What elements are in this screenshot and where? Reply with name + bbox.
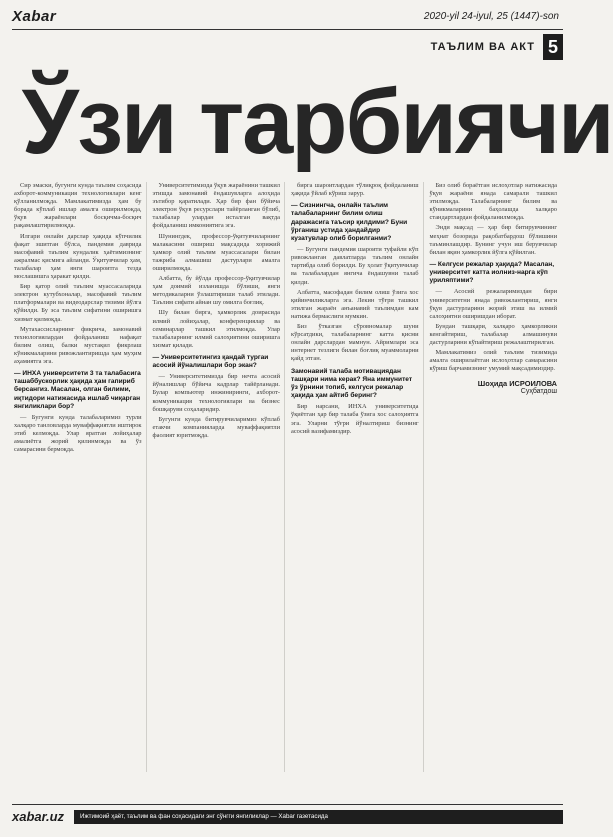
interview-question: — Университетингиз қандай тургаи асосий йўналишлари бор экан?	[152, 353, 269, 370]
article-paragraph: Илгари онлайн дарслар ҳақида кўпчилик фақат эшитган бўлса, пандемия даврида масофавий таълим кундалик ҳаётимизнинг ажралмас қисмига айланди. Ўқитувчилар ҳам, талабалар ҳам янги шароитга тезда мослашишга ҳаракат қилди.	[14, 232, 142, 281]
article-paragraph: бирга шароитлардан тўлиқроқ фойдаланиш ҳақида ўйлаб кўриш зарур.	[291, 182, 419, 198]
article-paragraph: Бундан ташқари, халқаро ҳамкорликни кенгайтириш, талабалар алмашинуви дастурларини кўпайтириш режалаштирилган.	[429, 322, 557, 347]
article-paragraph: Бугунги кунда битирувчиларимиз кўплаб етакчи компанияларда муваффақиятли фаолият юритмоқда.	[152, 415, 280, 439]
article-paragraph: Биз олиб бораётган ислоҳотлар натижасида ўқув жараёни янада самарали ташкил этилмоқда. Талабаларнинг билим ва кўникмаларини баҳолашда халқаро стандартлардан фойдаланилмоқда.	[429, 182, 557, 222]
section-name: ТАЪЛИМ ВА АКТ	[430, 41, 535, 53]
author-role: Суҳбатдош	[520, 388, 557, 396]
article-paragraph: — Бугунги кунда талабаларимиз турли халқаро танловларда муваффақиятли иштирок этиб келмоқда. Улар яратган лойиҳалар амалиётга жорий қилинмоқда ва ўз самарасини бермоқда.	[14, 414, 142, 454]
author-signature	[430, 379, 558, 395]
article-paragraph: — Бугунги пандемия шароити туфайли кўп ривожланган давлатларда таълим онлайн тартибда олиб борилди. Бу ҳолат ўқитувчилар ва талабалардан янгича ёндашувни талаб қилди.	[291, 246, 419, 286]
article-paragraph: Албатта, масофадан билим олиш ўзига хос қийинчиликларга эга. Лекин тўғри ташкил этилган жараён анъанавий таълимдан кам натижа бермаслиги мумкин.	[291, 288, 419, 320]
section-header	[431, 36, 563, 58]
footer-site: xabar.uz	[12, 809, 65, 824]
interview-question: — Келгуси режалар ҳақида? Масалан, университет катта иолниз-нарга кўп уриляптими?	[429, 260, 555, 285]
article-paragraph: Биз ўтказган сўровномалар шуни кўрсатдики, талабаларнинг катта қисми онлайн дарслардан мамнун. Айримлари эса интернет тезлиги билан боғлиқ муаммоларни қайд этган.	[291, 323, 419, 363]
article-paragraph: Бир нарсани, ИНХА университетида ўқиётган ҳар бир талаба ўзига хос салоҳиятга эга. Уларни тўғри йўналтириш бизнинг асосий вазифамиздир.	[291, 403, 419, 435]
page-number: 5	[543, 34, 563, 60]
column-3	[291, 182, 424, 772]
article-paragraph: Шунингдек, профессор-ўқитувчиларнинг малакасини ошириш мақсадида хорижий ҳамкор олий таълим муассасалари билан тажриба алмашиш дастурлари амалга оширилмоқда.	[152, 232, 280, 272]
column-1	[14, 182, 147, 772]
interview-question: — Сизнингча, онлайн таълим талабаларнинг билим олиш даражасига таъсир қилдими? Буни ўрганиш устида ҳандайдир кузатувлар олиб борилганми?	[291, 202, 408, 242]
article-paragraph: Шу билан бирга, ҳамкорлик доирасида илмий лойиҳалар, конференциялар ва семинарлар ташкил этилмоқда. Улар талабаларнинг илмий салоҳиятини оширишга хизмат қилади.	[152, 309, 280, 349]
issue-date: 2020-yil 24-iyul, 25 (1447)-son	[423, 11, 559, 22]
footer-slogan: Ижтимоий ҳаёт, таълим ва фан соҳасидаги энг сўнгги янгиликлар — Xabar газетасида	[74, 810, 563, 824]
interview-question: Замонавий талаба мотивациядан ташқари нима керак? Яна иммунитет ўз ўрнини топиб, келгуси режалар ҳақида ҳам айтиб беринг?	[291, 367, 413, 400]
article-paragraph: — Университетимизда бир нечта асосий йўналишлар бўйича кадрлар тайёрланади. Булар компьютер инжиниринги, ахборот-коммуникация технологиялари ва бизнес бошқаруви соҳаларидир.	[152, 373, 280, 413]
article-paragraph: Университетимизда ўқув жараёнини ташкил этишда замонавий ёндашувларга алоҳида эътибор қаратилади. Ҳар бир фан бўйича электрон ўқув ресурслари тайёрланган бўлиб, талабалар улардан исталган вақтда фойдаланиш имкониятига эга.	[152, 182, 280, 230]
article-paragraph: Мутахассисларнинг фикрича, замонавий технологиялардан фойдаланиш нафақат билим олиш, балки мустақил фикрлаш кўникмаларини ривожлантиришда ҳам муҳим аҳамиятга эга.	[14, 325, 142, 365]
page-footer	[12, 804, 563, 828]
article-paragraph: Сир эмаски, бугунги кунда таълим соҳасида ахборот-коммуникация технологиялари кенг қўлланилмоқда. Мамлакатимизда ҳам бу борада кўплаб ишлар амалга оширилмоқда, ўқув жараёнлари босқичма-босқич рақамлаштирилмоқда.	[14, 182, 142, 230]
article-paragraph: — Асосий режаларимиздан бири университетни янада ривожлантириш, янги ўқув дастурларини жорий этиш ва илмий салоҳиятни оширишдан иборат.	[429, 288, 557, 320]
article-paragraph: Бир қатор олий таълим муассасаларида электрон кутубхоналар, масофавий таълим платформалари ва видеодарслар тизими йўлга қўйилди. Бу эса таълим сифатини оширишга хизмат қилмоқда.	[14, 283, 142, 323]
brand-logo: Xabar	[12, 8, 57, 25]
column-2	[153, 182, 286, 772]
interview-question: — ИНХА университети 3 та талабасига ташаббускорлик ҳақида ҳам гапириб берсангиз. Масалан, олган билими, иқтидори натижасида ишлаб чиқарган янгиликлари бор?	[14, 370, 141, 410]
column-4	[430, 182, 562, 772]
article-headline: Ўзи тарбиячи	[22, 71, 613, 173]
article-paragraph: Мамлакатимиз олий таълим тизимида амалга оширилаётган ислоҳотлар самарасини кўриш барчамизнинг умумий мақсадимиздир.	[429, 349, 557, 373]
article-paragraph: Энди мақсад — ҳар бир битирувчининг меҳнат бозорида рақобатбардош бўлишини таъминлашдир. Бунинг учун иш берувчилар билан яқин ҳамкорлик йўлга қўйилган.	[429, 224, 557, 256]
masthead	[12, 8, 563, 30]
article-body	[14, 182, 561, 772]
article-paragraph: Албатта, бу йўлда профессор-ўқитувчилар ҳам доимий изланишда бўлиши, янги методикаларни ўзлаштириши талаб этилади. Таълим сифати айнан шу омилга боғлиқ.	[152, 275, 280, 307]
author-name: Шоҳида ИСРОИЛОВА	[477, 379, 557, 389]
